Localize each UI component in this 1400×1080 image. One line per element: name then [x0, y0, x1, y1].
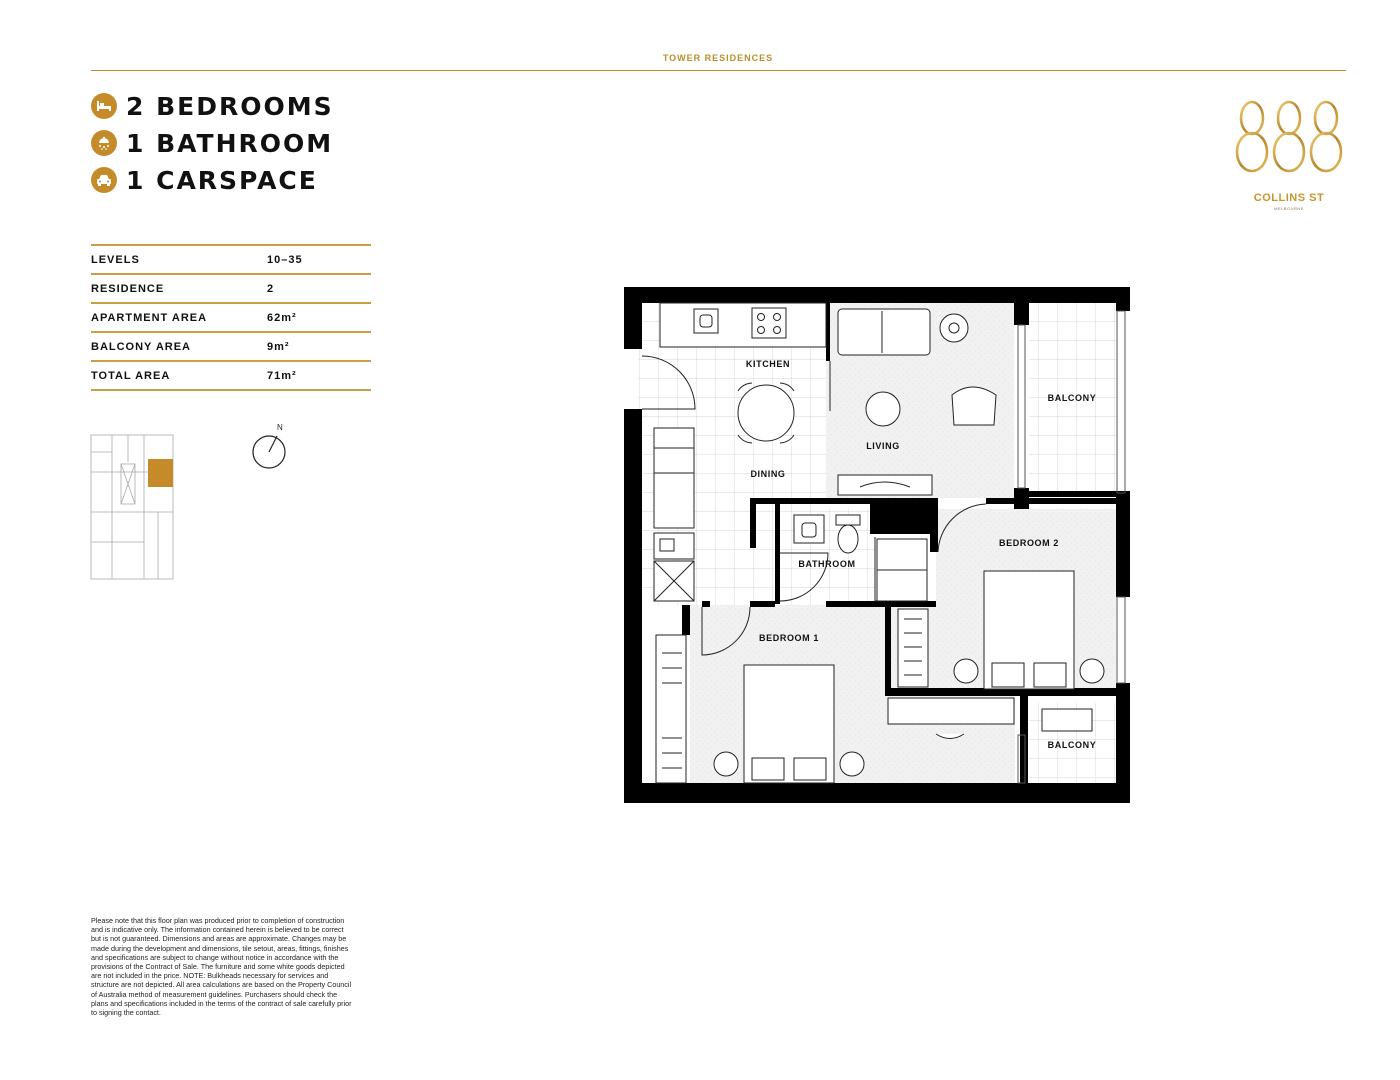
disclaimer-text: Please note that this floor plan was produced prior to completion of construction and is indicative only. The information contained herein is believed to be correct but is not guaranteed. Dimensions and areas are approximate. Changes may be made during the development and dimensions, tile setout, areas, fittings, finishes and specifications are subject to change without notice in accordance with the provisions of the Contract of Sale. The furniture and some white goods depicted are not included in the price. NOTE: Bulkheads necessary for services and structure are not depicted. All area calculations are based on the Property Council of Australia method of measurement guidelines. Purchasers should check the plans and specifications included in the terms of the contract of sale carefully prior to signing the contact. [91, 916, 352, 1018]
room-label-balcony-bottom: BALCONY [1047, 740, 1097, 750]
page-header-title: TOWER RESIDENCES [662, 53, 774, 63]
car-icon [91, 167, 117, 193]
spec-label: BALCONY AREA [91, 340, 192, 353]
room-label-bedroom2: BEDROOM 2 [999, 538, 1059, 548]
floor-plan [620, 283, 1134, 807]
spec-value: 10–35 [267, 253, 303, 266]
balcony-table [1042, 709, 1092, 731]
feature-carspace [91, 165, 318, 195]
spec-row-total-area [91, 362, 371, 389]
spec-row-levels [91, 246, 371, 273]
spec-value: 2 [267, 282, 275, 295]
spec-value: 9m² [267, 340, 290, 353]
header-divider [91, 70, 1346, 71]
north-compass [248, 420, 292, 472]
feature-bathroom-label: 1 BATHROOM [126, 128, 334, 158]
bed-icon [91, 93, 117, 119]
spec-label: LEVELS [91, 253, 140, 266]
room-label-living: LIVING [866, 441, 900, 451]
brand-logo-city: MELBOURNE [1274, 206, 1304, 211]
room-label-bedroom1: BEDROOM 1 [759, 633, 819, 643]
room-label-balcony-top: BALCONY [1047, 393, 1097, 403]
feature-bathroom [91, 128, 333, 158]
feature-carspace-label: 1 CARSPACE [126, 165, 318, 195]
spec-label: APARTMENT AREA [91, 311, 208, 324]
room-label-bathroom: BATHROOM [798, 559, 856, 569]
spec-row-apartment-area [91, 304, 371, 331]
specs-divider [91, 389, 371, 391]
brand-logo-name: COLLINS ST [1253, 192, 1325, 204]
key-plan-highlight [148, 459, 173, 487]
spec-row-balcony-area [91, 333, 371, 360]
specs-table [91, 244, 371, 391]
spec-value: 71m² [267, 369, 297, 382]
room-label-kitchen: KITCHEN [745, 359, 791, 369]
brand-logo-mark [1232, 94, 1346, 184]
compass-north-label: N [277, 423, 283, 432]
key-plan [88, 432, 180, 584]
feature-bedrooms [91, 91, 334, 121]
spec-value: 62m² [267, 311, 297, 324]
spec-label: RESIDENCE [91, 282, 165, 295]
spec-row-residence [91, 275, 371, 302]
room-label-dining: DINING [750, 469, 786, 479]
shower-icon [91, 130, 117, 156]
feature-bedrooms-label: 2 BEDROOMS [126, 91, 334, 121]
spec-label: TOTAL AREA [91, 369, 171, 382]
